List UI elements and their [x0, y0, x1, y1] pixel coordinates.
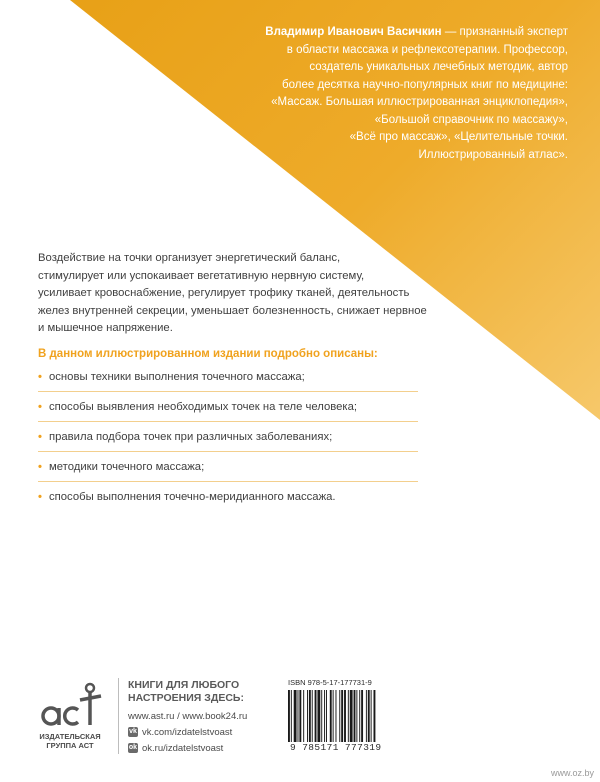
barcode-bar [321, 690, 322, 742]
barcode-bar [374, 690, 376, 742]
barcode-bar [315, 690, 317, 742]
isbn-label: ISBN 978-5-17-177731-9 [288, 678, 372, 687]
author-bio-line: Иллюстрированный атлас». [418, 148, 568, 161]
author-name: Владимир Иванович Васичкин [265, 26, 442, 38]
intro-paragraph [38, 250, 438, 338]
books-title [128, 679, 278, 705]
barcode-bar [299, 690, 301, 742]
barcode-bar [368, 690, 370, 742]
barcode-bar [294, 690, 297, 742]
intro-line: стимулирует или успокаивает вегетативную нервную систему, [38, 269, 365, 282]
author-bio-line: «Всё про массаж», «Целительные точки. [349, 131, 568, 143]
author-bio-line: «Большой справочник по массажу», [374, 113, 568, 126]
barcode-bar [366, 690, 367, 742]
barcode-bar [312, 690, 313, 742]
list-item [38, 460, 418, 474]
website-link[interactable]: www.ast.ru / www.book24.ru [128, 711, 248, 722]
bullet-icon: • [38, 401, 42, 413]
divider [38, 391, 418, 392]
list-item [38, 370, 418, 384]
barcode-bar [348, 690, 349, 742]
barcode-bar [298, 690, 299, 742]
barcode-icon [286, 690, 406, 742]
intro-line: и мышечное напряжение. [38, 322, 173, 335]
bullet-icon: • [38, 431, 42, 443]
barcode-bar [350, 690, 353, 742]
barcode-bar [344, 690, 346, 742]
barcode-bar [326, 690, 327, 742]
barcode-bar [307, 690, 308, 742]
author-bio-line: «Массаж. Большая иллюстрированная энциклопедия», [271, 96, 568, 108]
feature-list [38, 370, 418, 504]
list-item [38, 430, 418, 444]
logo-label: ГРУППА АСТ [46, 741, 94, 750]
list-item-text: основы техники выполнения точечного массажа; [49, 371, 305, 383]
barcode-bar [359, 690, 360, 742]
barcode-bar [333, 690, 334, 742]
barcode-bar [291, 690, 292, 742]
barcode-bar [317, 690, 320, 742]
logo-label: ИЗДАТЕЛЬСКАЯ [39, 732, 101, 741]
barcode-bar [354, 690, 356, 742]
list-item [38, 490, 418, 504]
bullet-icon: • [38, 461, 42, 473]
barcode-bar [339, 690, 340, 742]
ok-link-text: ok.ru/izdatelstvoast [142, 742, 224, 754]
author-bio-line: в области массажа и рефлексотерапии. Профессор, [286, 43, 568, 56]
author-bio-line: создатель уникальных лечебных методик, автор [309, 61, 568, 73]
barcode-bar [356, 690, 357, 742]
divider [38, 421, 418, 422]
vk-link[interactable] [128, 724, 278, 740]
intro-line: желез внутренней секреции, уменьшает болезненность, снижает нервное [38, 304, 427, 317]
author-bio-line: более десятка научно-популярных книг по медицине: [282, 78, 568, 91]
list-item-text: методики точечного массажа; [49, 461, 205, 473]
barcode-bar [361, 690, 363, 742]
list-item-text: способы выполнения точечно-меридианного массажа. [49, 491, 336, 503]
barcode-digits: 9 785171 777319 [290, 742, 382, 753]
vk-link-text: vk.com/izdatelstvoast [142, 726, 233, 738]
author-bio-line: — признанный эксперт [441, 26, 568, 38]
barcode-bar [288, 690, 290, 742]
barcode-bar [371, 690, 372, 742]
list-item-text: способы выявления необходимых точек на теле человека; [49, 401, 358, 413]
books-title-line: НАСТРОЕНИЯ ЗДЕСЬ: [128, 692, 244, 704]
barcode-bar [336, 690, 337, 742]
divider [38, 481, 418, 482]
publisher-logo [32, 680, 108, 752]
intro-line: усиливает кровоснабжение, регулирует трофику тканей, деятельность [38, 287, 410, 300]
bullet-icon: • [38, 371, 42, 383]
barcode-bar [303, 690, 304, 742]
author-bio [240, 24, 568, 164]
list-heading: В данном иллюстрированном издании подробно описаны: [38, 348, 378, 360]
vk-icon: vk [129, 728, 137, 735]
list-item-text: правила подбора точек при различных заболеваниях; [49, 431, 333, 443]
ok-link[interactable] [128, 740, 278, 756]
intro-line: Воздействие на точки организует энергетический баланс, [38, 252, 341, 264]
ast-logo-icon [38, 680, 102, 730]
barcode-bar [309, 690, 311, 742]
divider [38, 451, 418, 452]
publisher-links [128, 679, 278, 756]
barcode-bar [330, 690, 332, 742]
list-item [38, 400, 418, 414]
divider [118, 678, 119, 754]
barcode-bar [341, 690, 343, 742]
watermark: www.oz.by [550, 768, 594, 778]
ok-icon: ok [128, 744, 138, 751]
bullet-icon: • [38, 491, 42, 503]
barcode-bar [324, 690, 325, 742]
books-title-line: КНИГИ ДЛЯ ЛЮБОГО [128, 679, 240, 691]
